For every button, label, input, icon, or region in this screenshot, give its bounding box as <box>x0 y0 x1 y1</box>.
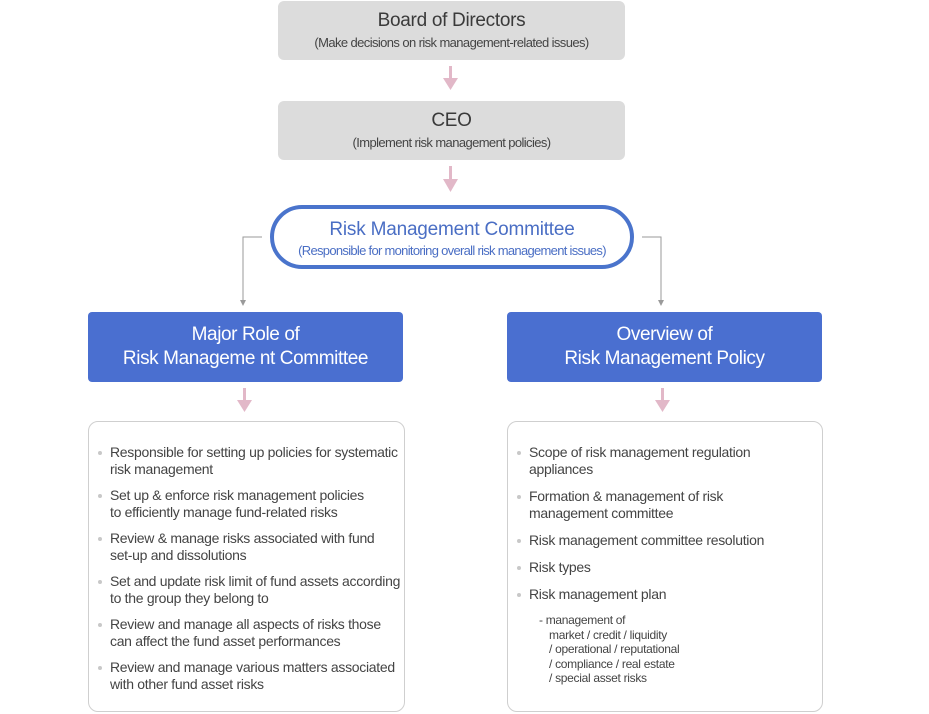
list-item-line: Formation & management of risk <box>529 488 724 504</box>
policy-overview-header <box>507 312 822 382</box>
list-item-line: Risk management plan <box>529 586 667 602</box>
list-item <box>91 616 403 650</box>
list-item-line: Risk types <box>529 559 591 575</box>
risk-plan-detail <box>539 613 679 686</box>
list-item-line: appliances <box>529 461 593 477</box>
list-item-line: Scope of risk management regulation <box>529 444 751 460</box>
arrow-left-header-to-panel <box>237 388 252 412</box>
board-subtitle: (Make decisions on risk management-related issues) <box>314 35 589 50</box>
list-item <box>91 659 403 693</box>
list-item-line: Review and manage all aspects of risks those <box>110 616 381 632</box>
ceo-title: CEO <box>431 110 472 131</box>
ceo-box <box>278 101 625 160</box>
policy-overview-panel <box>507 421 823 712</box>
major-role-header <box>88 312 403 382</box>
list-item <box>91 487 403 521</box>
list-item-line: management committee <box>529 505 674 521</box>
list-item-line: Set up & enforce risk management policies <box>110 487 364 503</box>
list-item-line: Responsible for setting up policies for systematic <box>110 444 398 460</box>
list-item <box>91 573 403 607</box>
arrow-right-header-to-panel <box>655 388 670 412</box>
committee-subtitle: (Responsible for monitoring overall risk management issues) <box>298 243 606 258</box>
major-role-header-line1: Major Role of <box>191 324 300 345</box>
list-item-line: Review and manage various matters associated <box>110 659 395 675</box>
list-item-line: Risk management committee resolution <box>529 532 765 548</box>
risk-plan-detail-line: / operational / reputational <box>549 642 680 656</box>
board-of-directors-box <box>278 1 625 60</box>
list-item-line: to efficiently manage fund-related risks <box>110 504 338 520</box>
list-item <box>91 530 403 564</box>
ceo-subtitle: (Implement risk management policies) <box>352 135 551 150</box>
risk-plan-detail-line: market / credit / liquidity <box>549 627 667 642</box>
list-item-line: Set and update risk limit of fund assets according <box>110 573 401 589</box>
list-item-line: with other fund asset risks <box>110 676 264 692</box>
list-item <box>91 444 403 478</box>
arrow-board-to-ceo <box>443 66 458 90</box>
policy-overview-header-line2: Risk Management Policy <box>564 348 765 369</box>
major-role-list <box>91 444 403 693</box>
risk-management-committee-box <box>270 205 634 269</box>
list-item <box>510 444 820 478</box>
list-item <box>510 559 820 576</box>
list-item-line: can affect the fund asset performances <box>110 633 341 649</box>
list-item-line: to the group they belong to <box>110 590 269 606</box>
connector-committee-to-left <box>240 237 262 306</box>
risk-plan-detail-line: / compliance / real estate <box>549 656 675 671</box>
list-item <box>510 532 820 549</box>
list-item-line: Review & manage risks associated with fund <box>110 530 375 546</box>
major-role-panel <box>88 421 405 712</box>
major-role-header-line2: Risk Manageme nt Committee <box>122 348 369 369</box>
risk-plan-detail-line: / special asset risks <box>549 671 647 685</box>
arrow-ceo-to-committee <box>443 166 458 192</box>
list-item-line: risk management <box>110 461 213 477</box>
committee-title: Risk Management Committee <box>329 219 575 240</box>
list-item <box>510 488 820 522</box>
connector-committee-to-right <box>642 237 664 306</box>
policy-overview-list <box>510 444 820 603</box>
list-item <box>510 586 820 603</box>
board-title: Board of Directors <box>377 10 526 31</box>
policy-overview-header-line1: Overview of <box>616 324 713 345</box>
list-item-line: set-up and dissolutions <box>110 547 247 563</box>
risk-plan-detail-line: - management of <box>539 613 626 627</box>
